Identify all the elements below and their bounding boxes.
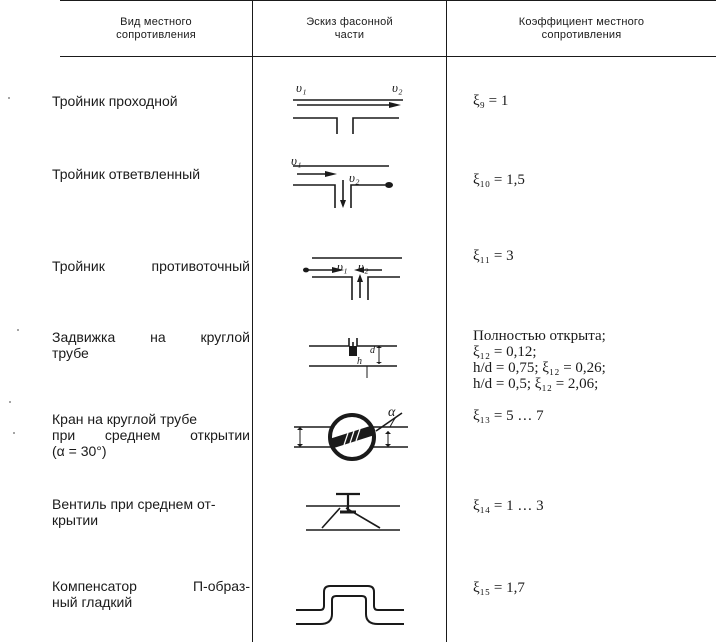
coefficient-value: ξ₁₁ = 3 <box>473 248 514 264</box>
row-name-tee-straight: Тройник проходной <box>52 93 178 109</box>
coefficient-value: ξ₁₀ = 1,5 <box>473 172 525 188</box>
column-divider-right <box>446 0 447 642</box>
scan-speck <box>9 401 11 403</box>
coefficient-value: ξ₁₃ = 5 … 7 <box>473 408 544 424</box>
velocity-label-v2: υ₂ <box>392 80 403 95</box>
scan-speck <box>8 97 10 99</box>
header-sketch: Эскиз фасонной части <box>306 16 393 41</box>
scan-speck <box>13 432 15 434</box>
scan-speck <box>17 329 19 331</box>
table-top-rule <box>60 0 716 1</box>
height-label-h: h <box>357 356 362 367</box>
row-name-expansion-joint: Компенсатор П-образ- ный гладкий <box>52 578 250 610</box>
coefficient-value: ξ₉ = 1 <box>473 93 509 109</box>
coefficient-value: ξ₁₄ = 1 … 3 <box>473 498 544 514</box>
angle-label-alpha: α <box>388 405 396 420</box>
velocity-label-v1: υ₁ <box>296 80 307 95</box>
row-name-tee-branch: Тройник ответвленный <box>52 166 201 182</box>
row-name-globe-valve: Вентиль при среднем от- крытии <box>52 496 216 528</box>
row-name-gate-valve: Задвижка на круглой трубе <box>52 329 250 361</box>
u-shaped-expansion-joint-icon <box>290 570 420 630</box>
plug-cock-icon <box>290 405 420 467</box>
gate-valve-icon <box>305 334 405 384</box>
diameter-label-d: d <box>370 345 375 356</box>
row-name-tee-counterflow: Тройник противоточный <box>52 258 250 274</box>
row-name-plug-cock: Кран на круглой трубе при среднем открытии (α = 30°) <box>52 411 250 459</box>
tee-counterflow-icon <box>290 250 415 306</box>
header-coefficient: Коэффициент местного сопротивления <box>518 16 645 41</box>
velocity-label-v1: υ₁ <box>291 153 302 168</box>
velocity-label-v1: υ₁ <box>337 259 348 274</box>
velocity-label-v2: υ₂ <box>349 170 360 185</box>
velocity-label-v2: υ₂ <box>358 259 369 274</box>
coefficient-value: Полностью открыта; ξ₁₂ = 0,12; h/d = 0,75; ξ₁₂ = 0,26; h/d = 0,5; ξ₁₂ = 2,06; <box>473 328 606 392</box>
globe-valve-icon <box>300 490 410 538</box>
column-divider-left <box>252 0 253 642</box>
header-type: Вид местного сопротивления <box>116 16 196 41</box>
coefficient-value: ξ₁₅ = 1,7 <box>473 580 525 596</box>
header-bottom-rule <box>60 56 716 57</box>
